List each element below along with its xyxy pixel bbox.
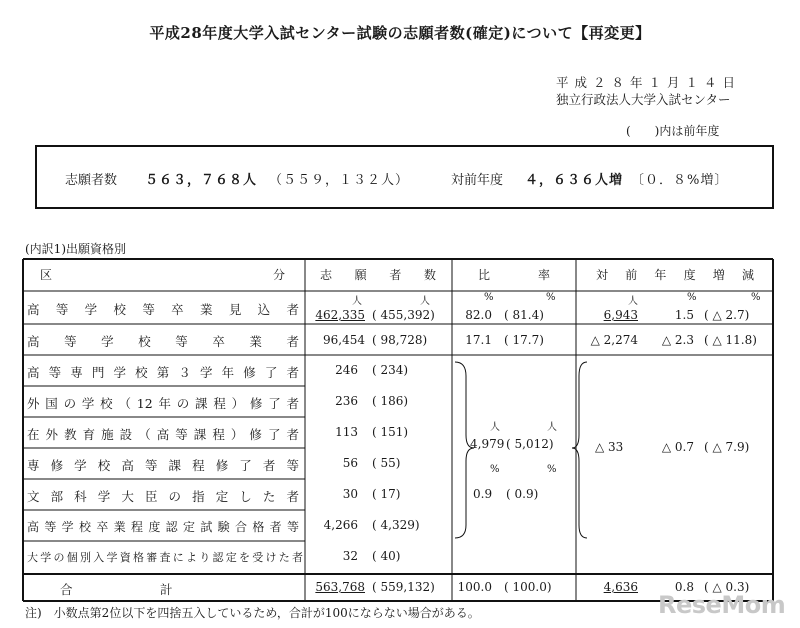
summary-label: 志願者数 xyxy=(65,173,118,188)
unit-label: % xyxy=(546,292,556,303)
summary-prev: （５５９，１３２人） xyxy=(269,173,410,188)
ratio-current: 17.1 xyxy=(465,333,492,347)
change-count: △ 2,274 xyxy=(590,333,638,347)
total-applicants-current: 563,768 xyxy=(315,580,365,594)
applicants-current: 30 xyxy=(342,487,358,501)
header-ratio: 比率 xyxy=(478,268,550,282)
total-change-pct-prev: ( △ 0.3) xyxy=(704,580,750,594)
unit-label: % xyxy=(687,292,697,303)
row-label: 専修学校高等課程修了者等 xyxy=(27,458,299,473)
summary-change-value: ４，６３６人増 xyxy=(525,173,624,188)
footnote: 注) 小数点第2位以下を四捨五入しているため，合計が100にならない場合がある。 xyxy=(25,606,480,620)
group-applicants-current: 4,979 xyxy=(470,437,505,451)
applicants-prev: ( 234) xyxy=(372,363,409,377)
total-ratio-current: 100.0 xyxy=(457,580,492,594)
unit-label: % xyxy=(490,464,500,475)
applicants-prev: ( 40) xyxy=(372,549,401,563)
unit-label: 人 xyxy=(628,296,638,307)
change-count: 6,943 xyxy=(603,308,638,322)
group-change-pct: △ 0.7 xyxy=(661,440,694,454)
row-label: 文部科学大臣の指定した者 xyxy=(27,489,299,504)
total-change-pct: 0.8 xyxy=(674,580,694,594)
unit-label: 人 xyxy=(547,422,557,433)
applicants-current: 113 xyxy=(335,425,358,439)
header-category: 区分 xyxy=(40,268,285,282)
applicants-prev: ( 455,392) xyxy=(372,308,435,322)
total-applicants-prev: ( 559,132) xyxy=(372,580,435,594)
applicants-prev: ( 151) xyxy=(372,425,409,439)
prior-year-note: ( )内は前年度 xyxy=(626,124,720,138)
header-change: 対前年度増減 xyxy=(596,268,754,282)
group-change-pct-prev: ( △ 7.9) xyxy=(704,440,750,454)
ratio-prev: ( 17.7) xyxy=(504,333,544,347)
unit-label: 人 xyxy=(420,296,430,307)
group-ratio-current: 0.9 xyxy=(473,487,493,501)
change-pct: 1.5 xyxy=(674,308,694,322)
row-label: 高等学校卒業程度認定試験合格者等 xyxy=(27,520,299,534)
summary-value: ５６３，７６８人 xyxy=(145,173,258,188)
breakdown-title: (内訳1)出願資格別 xyxy=(25,242,126,256)
row-label: 高等学校等卒業者 xyxy=(27,334,299,349)
total-ratio-prev: ( 100.0) xyxy=(504,580,552,594)
applicants-prev: ( 4,329) xyxy=(372,518,420,532)
applicants-current: 4,266 xyxy=(323,518,358,532)
summary-change-label: 対前年度 xyxy=(451,173,504,188)
unit-label: 人 xyxy=(352,296,362,307)
applicants-current: 236 xyxy=(335,394,358,408)
applicants-current: 246 xyxy=(335,363,358,377)
ratio-prev: ( 81.4) xyxy=(504,308,544,322)
issuing-organization: 独立行政法人大学入試センター xyxy=(556,92,731,107)
row-label: 大学の個別入学資格審査により認定を受けた者 xyxy=(27,551,303,564)
row-label: 高等学校等卒業見込者 xyxy=(27,302,299,317)
change-pct-prev: ( △ 11.8) xyxy=(704,333,757,347)
applicants-current: 462,335 xyxy=(315,308,365,322)
unit-label: % xyxy=(751,292,761,303)
issue-date: 平成２８年１月１４日 xyxy=(556,75,742,90)
row-label: 外国の学校（12年の課程）修了者 xyxy=(27,396,299,411)
document-title: 平成28年度大学入試センター試験の志願者数(確定)について【再変更】 xyxy=(149,24,651,42)
applicants-current: 96,454 xyxy=(323,333,365,347)
applicants-current: 32 xyxy=(342,549,358,563)
row-label: 在外教育施設（高等課程）修了者 xyxy=(27,427,299,442)
total-change-count: 4,636 xyxy=(603,580,638,594)
unit-label: % xyxy=(547,464,557,475)
summary-change-pct: 〔０．８%増〕 xyxy=(631,173,729,188)
applicants-prev: ( 55) xyxy=(372,456,401,470)
applicants-prev: ( 186) xyxy=(372,394,409,408)
change-pct: △ 2.3 xyxy=(661,333,694,347)
total-label: 合 計 xyxy=(60,582,173,597)
applicants-prev: ( 17) xyxy=(372,487,401,501)
unit-label: % xyxy=(484,292,494,303)
header-applicants: 志願者数 xyxy=(320,268,436,282)
applicants-prev: ( 98,728) xyxy=(372,333,428,347)
row-label: 高等専門学校第３学年修了者 xyxy=(27,365,299,380)
applicants-current: 56 xyxy=(342,456,358,470)
group-change-count: △ 33 xyxy=(595,440,624,454)
change-pct-prev: ( △ 2.7) xyxy=(704,308,750,322)
group-applicants-prev: ( 5,012) xyxy=(506,437,554,451)
ratio-current: 82.0 xyxy=(465,308,492,322)
group-brace xyxy=(572,362,587,538)
resemom-logo: ReseMom xyxy=(658,591,786,619)
group-ratio-prev: ( 0.9) xyxy=(506,487,539,501)
unit-label: 人 xyxy=(490,422,500,433)
